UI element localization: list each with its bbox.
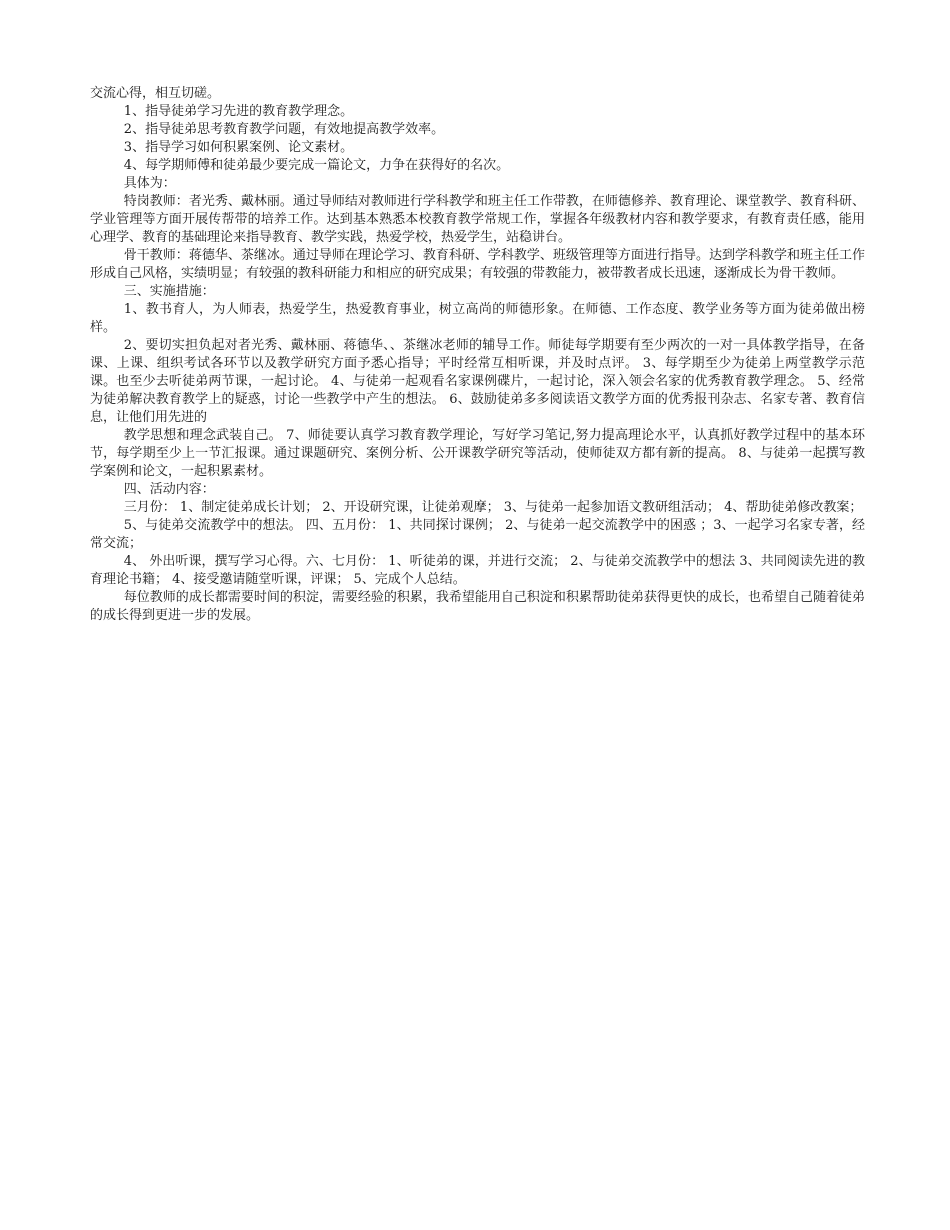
section-heading: 三、实施措施： [123, 284, 215, 299]
paragraph: 1、指导徒弟学习先进的教育教学理念。 [123, 104, 354, 119]
paragraph: 交流心得，相互切磋。 [90, 86, 221, 101]
paragraph: 3、指导学习如何积累案例、论文素材。 [123, 140, 354, 155]
paragraph: 教学思想和理念武装自己。 7、师徒要认真学习教育教学理论，写好学习笔记,努力提高理论水平，认真抓好教学过程中的基本环节，每学期至少上一节汇报课。通过课题研究、案例分析、公开课教学研究等活动，使师徒双方都有新的提高。 8、与徒弟一起撰写教学案例和论文，一起积累素材。 [90, 428, 865, 479]
paragraph: 4、每学期师傅和徒弟最少要完成一篇论文，力争在获得好的名次。 [123, 158, 510, 173]
paragraph: 2、要切实担负起对者光秀、戴林丽、蒋德华、、茶继冰老师的辅导工作。师徒每学期要有至少两次的一对一具体教学指导，在备课、上课、组织考试各环节以及教学研究方面予悉心指导；平时经常互相听课，并及时点评。 3、每学期至少为徒弟上两堂教学示范课。也至少去听徒弟两节课，一起讨论。 4、与徒弟一起观看名家课例碟片，一起讨论，深入领会名家的优秀教育教学理念。 5、经常为徒弟解决教育教学上的疑惑，讨论一些教学中产生的想法。 6、鼓励徒弟多多阅读语文教学方面的优秀报刊杂志、名家专著、教育信息，让他们用先进的 [90, 338, 865, 425]
section-label: 具体为： [123, 176, 176, 191]
paragraph: 5、与徒弟交流教学中的想法。 四、五月份： 1、共同探讨课例； 2、与徒弟一起交流教学中的困惑 ；3、一起学习名家专著，经常交流； [90, 518, 865, 551]
paragraph: 1、教书育人，为人师表，热爱学生，热爱教育事业，树立高尚的师德形象。在师德、工作态度、教学业务等方面为徒弟做出榜样。 [90, 302, 865, 335]
paragraph: 特岗教师：者光秀、戴林丽。通过导师结对教师进行学科教学和班主任工作带教，在师德修养、教育理论、课堂教学、教育科研、学业管理等方面开展传帮带的培养工作。达到基本熟悉本校教育教学常规工作，掌握各年级教材内容和教学要求，有教育责任感，能用心理学、教育的基础理论来指导教育、教学实践，热爱学校，热爱学生，站稳讲台。 [90, 194, 865, 245]
document-body [90, 85, 865, 625]
paragraph: 4、 外出听课，撰写学习心得。六、七月份： 1、听徒弟的课，并进行交流； 2、与徒弟交流教学中的想法 3、共同阅读先进的教育理论书籍； 4、接受邀请随堂听课，评课； 5、完成个人总结。 [90, 554, 865, 587]
paragraph: 骨干教师：蒋德华、茶继冰。通过导师在理论学习、教育科研、学科教学、班级管理等方面进行指导。达到学科教学和班主任工作形成自己风格，实绩明显；有较强的教科研能力和相应的研究成果；有较强的带教能力，被带教者成长迅速，逐渐成长为骨干教师。 [90, 248, 865, 281]
paragraph: 2、指导徒弟思考教育教学问题，有效地提高教学效率。 [123, 122, 445, 137]
paragraph: 三月份： 1、制定徒弟成长计划； 2、开设研究课，让徒弟观摩； 3、与徒弟一起参加语文教研组活动； 4、帮助徒弟修改教案； [123, 500, 863, 515]
closing-paragraph: 每位教师的成长都需要时间的积淀，需要经验的积累，我希望能用自己积淀和积累帮助徒弟获得更快的成长，也希望自己随着徒弟的成长得到更进一步的发展。 [90, 590, 865, 623]
section-heading: 四、活动内容： [123, 482, 215, 497]
